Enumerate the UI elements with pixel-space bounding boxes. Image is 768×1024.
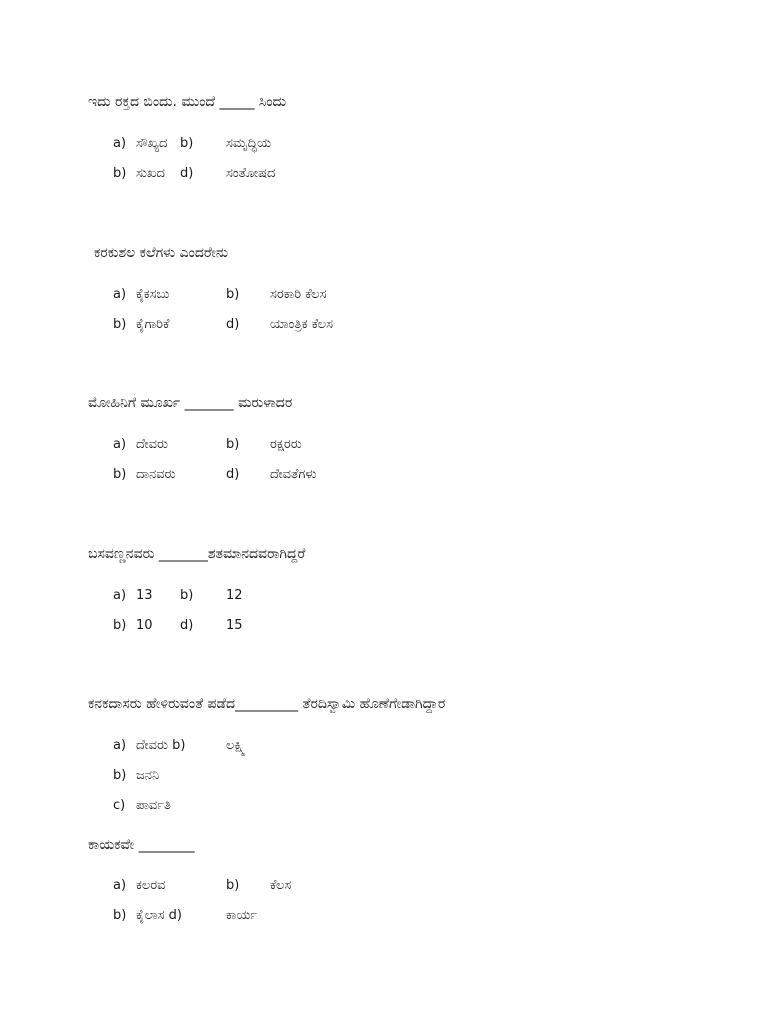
- option-marker: b): [180, 136, 194, 151]
- option-marker: b): [226, 287, 240, 302]
- option-marker: b): [113, 317, 127, 332]
- option-marker: b): [113, 467, 127, 482]
- option-marker: d): [180, 166, 194, 181]
- option-marker: b): [113, 618, 127, 633]
- question-6: ಕಾಯಕವೇ ________: [88, 837, 195, 853]
- option-marker: b): [113, 166, 127, 181]
- option-text: 15: [226, 618, 243, 633]
- option-text: ದಾನವರು: [136, 467, 176, 482]
- option-text: 10: [136, 618, 153, 633]
- option-marker: b): [113, 908, 127, 923]
- option-text: ಪಾರ್ವತಿ: [136, 798, 171, 813]
- option-text: ದೇವರು: [136, 437, 169, 452]
- question-5: ಕನಕದಾಸರು ಹೇಳಿರುವಂತೆ ಪಡೆದ_________ ತೆರದಿಸ್ವಾಮಿ ಹೊಣೆಗೇಡಾಗಿದ್ದಾರ: [88, 696, 446, 712]
- question-3: ಮೋಹಿನಿಗೆ ಮೂರ್ಖ _______ ಮರುಳಾದರ: [88, 395, 293, 411]
- option-marker: b): [113, 768, 127, 783]
- question-1: ಇದು ರಕ್ತದ ಬಿಂದು. ಮುಂದೆ _____ ಸಿಂದು: [88, 94, 287, 110]
- option-text: ಕೈಕಸಬು: [136, 287, 170, 302]
- option-marker: b): [180, 588, 194, 603]
- option-text: ಯಾಂತ್ರಿಕ ಕೆಲಸ: [270, 317, 333, 332]
- option-marker: a): [113, 588, 127, 603]
- option-text: ಕೈಲಾಸ d): [136, 908, 182, 923]
- option-text: ಸೌಖ್ಯದ: [136, 136, 168, 151]
- option-text: ಕಲರವ: [136, 878, 166, 893]
- option-text: ಸರಕಾರಿ ಕೆಲಸ: [270, 287, 327, 302]
- option-text: ಸಂತೋಷದ: [226, 166, 276, 181]
- question-2: ಕರಕುಶಲ ಕಲೆಗಳು ಎಂದರೇನು: [94, 245, 229, 261]
- option-marker: d): [226, 467, 240, 482]
- option-marker: d): [180, 618, 194, 633]
- option-text: ದೇವತೆಗಳು: [270, 467, 317, 482]
- option-marker: a): [113, 287, 127, 302]
- option-text: ಸಮೃದ್ಧಿಯ: [226, 136, 271, 151]
- option-text: ಜನನಿ: [136, 768, 160, 783]
- option-text: ಕೆಲಸ: [270, 878, 292, 893]
- question-4: ಬಸವಣ್ಣನವರು _______ಶತಮಾನದವರಾಗಿದ್ದರೆ: [88, 546, 306, 562]
- option-marker: d): [226, 317, 240, 332]
- option-marker: b): [226, 878, 240, 893]
- option-marker: a): [113, 437, 127, 452]
- option-marker: a): [113, 136, 127, 151]
- option-text: ಸುಖದ: [136, 166, 165, 181]
- option-marker: c): [113, 798, 126, 813]
- option-text: ರಕ್ಷರರು: [270, 437, 302, 452]
- option-marker: a): [113, 878, 127, 893]
- option-text: 13: [136, 588, 153, 603]
- option-text: ದೇವರು b): [136, 738, 186, 753]
- option-marker: a): [113, 738, 127, 753]
- option-text: ಲಕ್ಷ್ಮಿ: [226, 738, 246, 753]
- option-marker: b): [226, 437, 240, 452]
- option-text: 12: [226, 588, 243, 603]
- option-text: ಕಾರ್ಯ: [226, 908, 258, 923]
- option-text: ಕೈಗಾರಿಕೆ: [136, 317, 170, 332]
